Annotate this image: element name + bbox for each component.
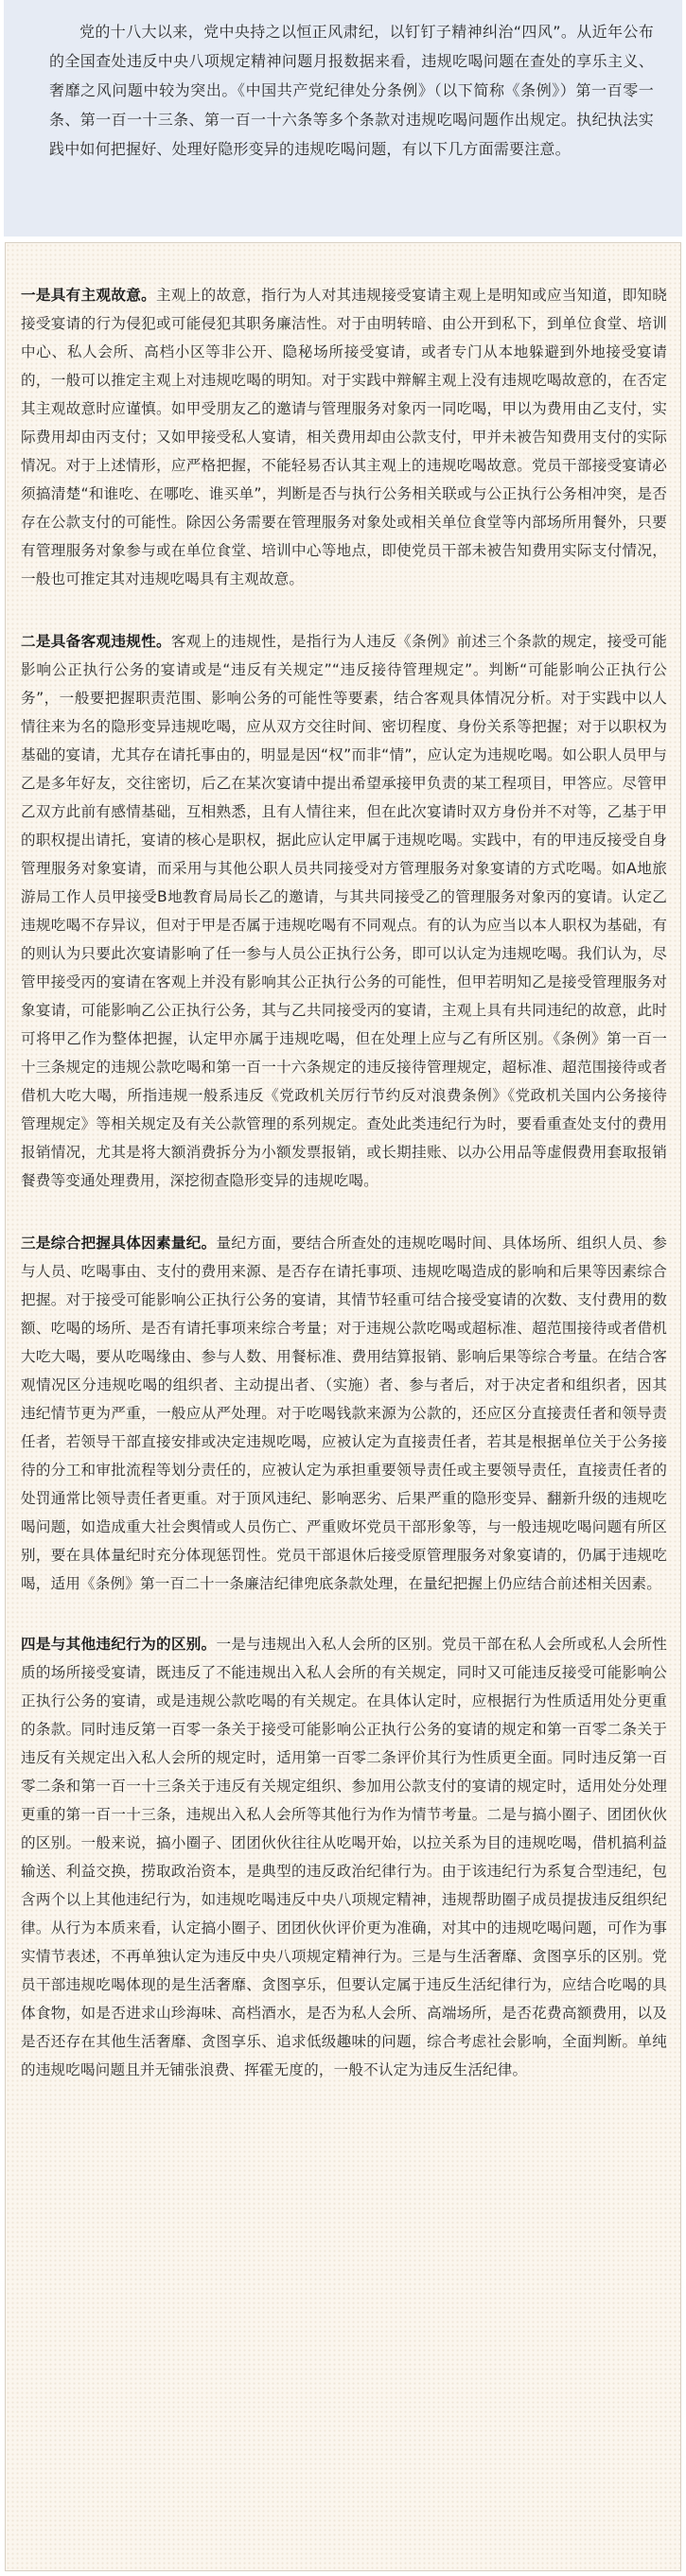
- section-4: [21, 1630, 667, 2084]
- section-3: [21, 1229, 667, 1598]
- section-body: 主观上的故意，指行为人对其违规接受宴请主观上是明知或应当知道，即知晓接受宴请的行为侵犯或可能侵犯其职务廉洁性。对于由明转暗、由公开到私下，到单位食堂、培训中心、私人会所、高档小区等非公开、隐秘场所接受宴请，或者专门从本地躲避到外地接受宴请的，一般可以推定主观上对违规吃喝的明知。对于实践中辩解主观上没有违规吃喝故意的，在否定其主观故意时应谨慎。如甲受朋友乙的邀请与管理服务对象丙一同吃喝，甲以为费用由乙支付，实际费用却由丙支付；又如甲接受私人宴请，相关费用却由公款支付，甲并未被告知费用支付的实际情况。对于上述情形，应严格把握，不能轻易否认其主观上的违规吃喝故意。党员干部接受宴请必须搞清楚“和谁吃、在哪吃、谁买单”，判断是否与执行公务相关联或与公正执行公务相冲突，是否存在公款支付的可能性。除因公务需要在管理服务对象处或相关单位食堂等内部场所用餐外，只要有管理服务对象参与或在单位食堂、培训中心等地点，即使党员干部未被告知费用实际支付情况，一般也可推定其对违规吃喝具有主观故意。: [21, 287, 667, 587]
- section-paragraph: [21, 1229, 667, 1598]
- section-paragraph: [21, 627, 667, 1195]
- intro-paragraph: 党的十八大以来，党中央持之以恒正风肃纪，以钉钉子精神纠治“四风”。从近年公布的全国查处违反中央八项规定精神问题月报数据来看，违规吃喝问题在查处的享乐主义、奢靡之风问题中较为突出。《中国共产党纪律处分条例》（以下简称《条例》）第一百零一条、第一百一十三条、第一百一十六条等多个条款对违规吃喝问题作出规定。执纪执法实践中如何把握好、处理好隐形变异的违规吃喝问题，有以下几方面需要注意。: [49, 23, 654, 158]
- section-gap: [21, 1598, 667, 1630]
- article-body: [5, 242, 681, 2571]
- section-title: 四是与其他违纪行为的区别。: [21, 1636, 217, 1653]
- section-gap: [21, 593, 667, 627]
- section-2: [21, 627, 667, 1195]
- section-body: 一是与违规出入私人会所的区别。党员干部在私人会所或私人会所性质的场所接受宴请，既违反了不能违规出入私人会所的有关规定，同时又可能违反接受可能影响公正执行公务的宴请，或是违规公款吃喝的有关规定。在具体认定时，应根据行为性质适用处分更重的条款。同时违反第一百零一条关于接受可能影响公正执行公务的宴请的规定和第一百零二条关于违反有关规定出入私人会所的规定时，适用第一百零二条评价其行为性质更全面。同时违反第一百零二条和第一百一十三条关于违反有关规定组织、参加用公款支付的宴请的规定时，适用处分处理更重的第一百一十三条，违规出入私人会所等其他行为作为情节考量。二是与搞小圈子、团团伙伙的区别。一般来说，搞小圈子、团团伙伙往往从吃喝开始，以拉关系为目的违规吃喝，借机搞利益输送、利益交换，捞取政治资本，是典型的违反政治纪律行为。由于该违纪行为系复合型违纪，包含两个以上其他违纪行为，如违规吃喝违反中央八项规定精神，违规帮助圈子成员提拔违反组织纪律。从行为本质来看，认定搞小圈子、团团伙伙评价更为准确，对其中的违规吃喝问题，可作为事实情节表述，不再单独认定为违反中央八项规定精神行为。三是与生活奢靡、贪图享乐的区别。党员干部违规吃喝体现的是生活奢靡、贪图享乐，但要认定属于违反生活纪律行为，应结合吃喝的具体食物，如是否进求山珍海味、高档酒水，是否为私人会所、高端场所，是否花费高额费用，以及是否还存在其他生活奢靡、贪图享乐、追求低级趣味的问题，综合考虑社会影响，全面判断。单纯的违规吃喝问题且并无铺张浪费、挥霍无度的，一般不认定为违反生活纪律。: [21, 1636, 667, 2078]
- section-title: 一是具有主观故意。: [21, 287, 156, 304]
- section-paragraph: [21, 281, 667, 593]
- section-gap: [21, 1195, 667, 1229]
- section-paragraph: [21, 1630, 667, 2084]
- section-body: 客观上的违规性，是指行为人违反《条例》前述三个条款的规定，接受可能影响公正执行公务的宴请或是“违反有关规定”“违反接待管理规定”。判断“可能影响公正执行公务”，一般要把握职责范围、影响公务的可能性等要素，结合客观具体情况分析。对于实践中以人情往来为名的隐形变异违规吃喝，应从双方交往时间、密切程度、身份关系等把握；对于以职权为基础的宴请，尤其存在请托事由的，明显是因“权”而非“情”，应认定为违规吃喝。如公职人员甲与乙是多年好友，交往密切，后乙在某次宴请中提出希望承接甲负责的某工程项目，甲答应。尽管甲乙双方此前有感情基础，互相熟悉，且有人情往来，但在此次宴请时双方身份并不对等，乙基于甲的职权提出请托，宴请的核心是职权，据此应认定甲属于违规吃喝。实践中，有的甲违反接受自身管理服务对象宴请，而采用与其他公职人员共同接受对方管理服务对象宴请的方式吃喝。如A地旅游局工作人员甲接受B地教育局局长乙的邀请，与其共同接受乙的管理服务对象丙的宴请。认定乙违规吃喝不存异议，但对于甲是否属于违规吃喝有不同观点。有的认为应当以本人职权为基础，有的则认为只要此次宴请影响了任一参与人员公正执行公务，即可以认定为违规吃喝。我们认为，尽管甲接受丙的宴请在客观上并没有影响其公正执行公务的可能性，但甲若明知乙是接受管理服务对象宴请，可能影响乙公正执行公务，其与乙共同接受丙的宴请，主观上具有共同违纪的故意，此时可将甲乙作为整体把握，认定甲亦属于违规吃喝，但在处理上应与乙有所区别。《条例》第一百一十三条规定的违规公款吃喝和第一百一十六条规定的违反接待管理规定，超标准、超范围接待或者借机大吃大喝，所指违规一般系违反《党政机关厉行节约反对浪费条例》《党政机关国内公务接待管理规定》等相关规定及有关公款管理的系列规定。查处此类违纪行为时，要看重查处支付的费用报销情况，尤其是将大额消费拆分为小额发票报销，或长期挂账、以办公用品等虚假费用套取报销餐费等变通处理费用，深挖彻查隐形变异的违规吃喝。: [21, 633, 667, 1189]
- section-title: 三是综合把握具体因素量纪。: [21, 1235, 217, 1252]
- intro-box: [4, 0, 682, 237]
- section-1: [21, 281, 667, 593]
- section-body: 量纪方面，要结合所查处的违规吃喝时间、具体场所、组织人员、参与人员、吃喝事由、支付的费用来源、是否存在请托事项、违规吃喝造成的影响和后果等因素综合把握。对于接受可能影响公正执行公务的宴请，其情节轻重可结合接受宴请的次数、支付费用的数额、吃喝的场所、是否有请托事项来综合考量；对于违规公款吃喝或超标准、超范围接待或者借机大吃大喝，要从吃喝缘由、参与人数、用餐标准、费用结算报销、影响后果等综合考量。在结合客观情况区分违规吃喝的组织者、主动提出者、（实施）者、参与者后，对于决定者和组织者，因其违纪情节更为严重，一般应从严处理。对于吃喝钱款来源为公款的，还应区分直接责任者和领导责任者，若领导干部直接安排或决定违规吃喝，应被认定为直接责任者，若其是根据单位关于公务接待的分工和审批流程等划分责任的，应被认定为承担重要领导责任或主要领导责任，直接责任者的处罚通常比领导责任者更重。对于顶风违纪、影响恶劣、后果严重的隐形变异、翻新升级的违规吃喝问题，如造成重大社会舆情或人员伤亡、严重败坏党员干部形象等，与一般违规吃喝问题有所区别，要在具体量纪时充分体现惩罚性。党员干部退休后接受原管理服务对象宴请的，仍属于违规吃喝，适用《条例》第一百二十一条廉洁纪律兜底条款处理，在量纪把握上仍应结合前述相关因素。: [21, 1235, 667, 1592]
- section-title: 二是具备客观违规性。: [21, 633, 171, 650]
